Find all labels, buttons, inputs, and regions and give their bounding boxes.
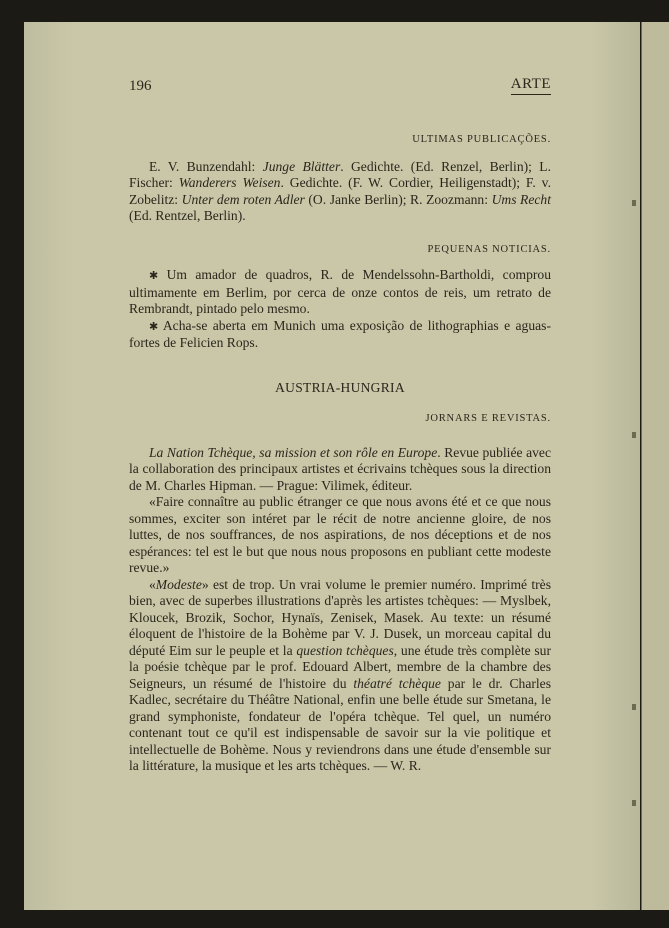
asterism-icon: ✱ [149, 320, 159, 333]
heading-jornars-revistas: JORNARS E REVISTAS. [425, 413, 551, 424]
heading-pequenas-noticias: PEQUENAS NOTICIAS. [427, 243, 551, 255]
binding-mark [632, 800, 636, 806]
page-number: 196 [129, 78, 152, 94]
review-paragraph-2: «Faire connaître au public étranger ce que nous avons été et ce que nous sommes, exciter son intéret par le récit de notre ancienne gloire, de nos luttes, de nos souffrances, de nos aspirations, de nos déceptions et de nos espérances: tel est le but que nous nous proposons en publiant cette modeste revue.» [129, 494, 551, 575]
binding-mark [632, 704, 636, 710]
asterism-icon: ✱ [149, 270, 159, 282]
publications-paragraph: E. V. Bunzendahl: Junge Blätter. Gedichte. (Ed. Renzel, Berlin); L. Fischer: Wanderers Weisen. Gedichte. (F. W. Cordier, Heiligenstadt); F. v. Zobelitz: Unter dem roten Adler (O. Janke Berlin); R. Zoozmann: Ums Recht (Ed. Rentzel, Berlin). [129, 158, 551, 223]
binding-mark [632, 432, 636, 438]
notice-paragraph-1: ✱ Um amador de quadros, R. de Mendelssohn-Bartholdi, comprou ultimamente em Berlim, por cerca de onze contos de reis, um retrato de Rembrandt, pintado pelo mesmo. [129, 267, 551, 316]
notice-paragraph-2: ✱ Acha-se aberta em Munich uma exposição de lithographias e aguas-fortes de Felicien Rops. [129, 317, 551, 350]
review-paragraph-3: «Modeste» est de trop. Un vrai volume le premier numéro. Imprimé très bien, avec de superbes illustrations d'après les artistes tchèques: — Myslbek, Kloucek, Brozik, Sochor, Hynaïs, Zenisek, Masek. Au texte: un résumé éloquent de l'histoire de la Bohème par V. J. Dusek, un morceau capital du député Eim sur le peuple et la question tchèques, une étude très complète sur la poésie tchèque par le prof. Edouard Albert, membre de la chambre des Seigneurs, un résumé de l'histoire du théatré tchèque par le dr. Charles Kadlec, secrétaire du Théâtre National, enfin une belle étude sur Smetana, le grand symphoniste, fondateur de l'opéra tchèque. Tel quel, un numéro contenant tout ce qu'il est indispensable de savoir sur la vie politique et intellectuelle de Bohème. Nous y reviendrons dans une étude d'ensemble sur la littérature, la musique et les arts tchèques. — W. R. [129, 576, 551, 773]
adjacent-page-edge [641, 22, 669, 910]
page-content [129, 78, 551, 775]
country-heading: AUSTRIA-HUNGRIA [275, 379, 405, 395]
heading-ultimas-publicacoes: ULTIMAS PUBLICAÇÕES. [412, 134, 551, 145]
section-title: ARTE [511, 76, 551, 95]
binding-mark [632, 200, 636, 206]
running-header [129, 78, 551, 100]
review-paragraph-1: La Nation Tchèque, sa mission et son rôle en Europe. Revue publiée avec la collaboration des principaux artistes et écrivains tchèques sous la direction de M. Charles Hipman. — Prague: Vilimek, éditeur. [129, 444, 551, 493]
